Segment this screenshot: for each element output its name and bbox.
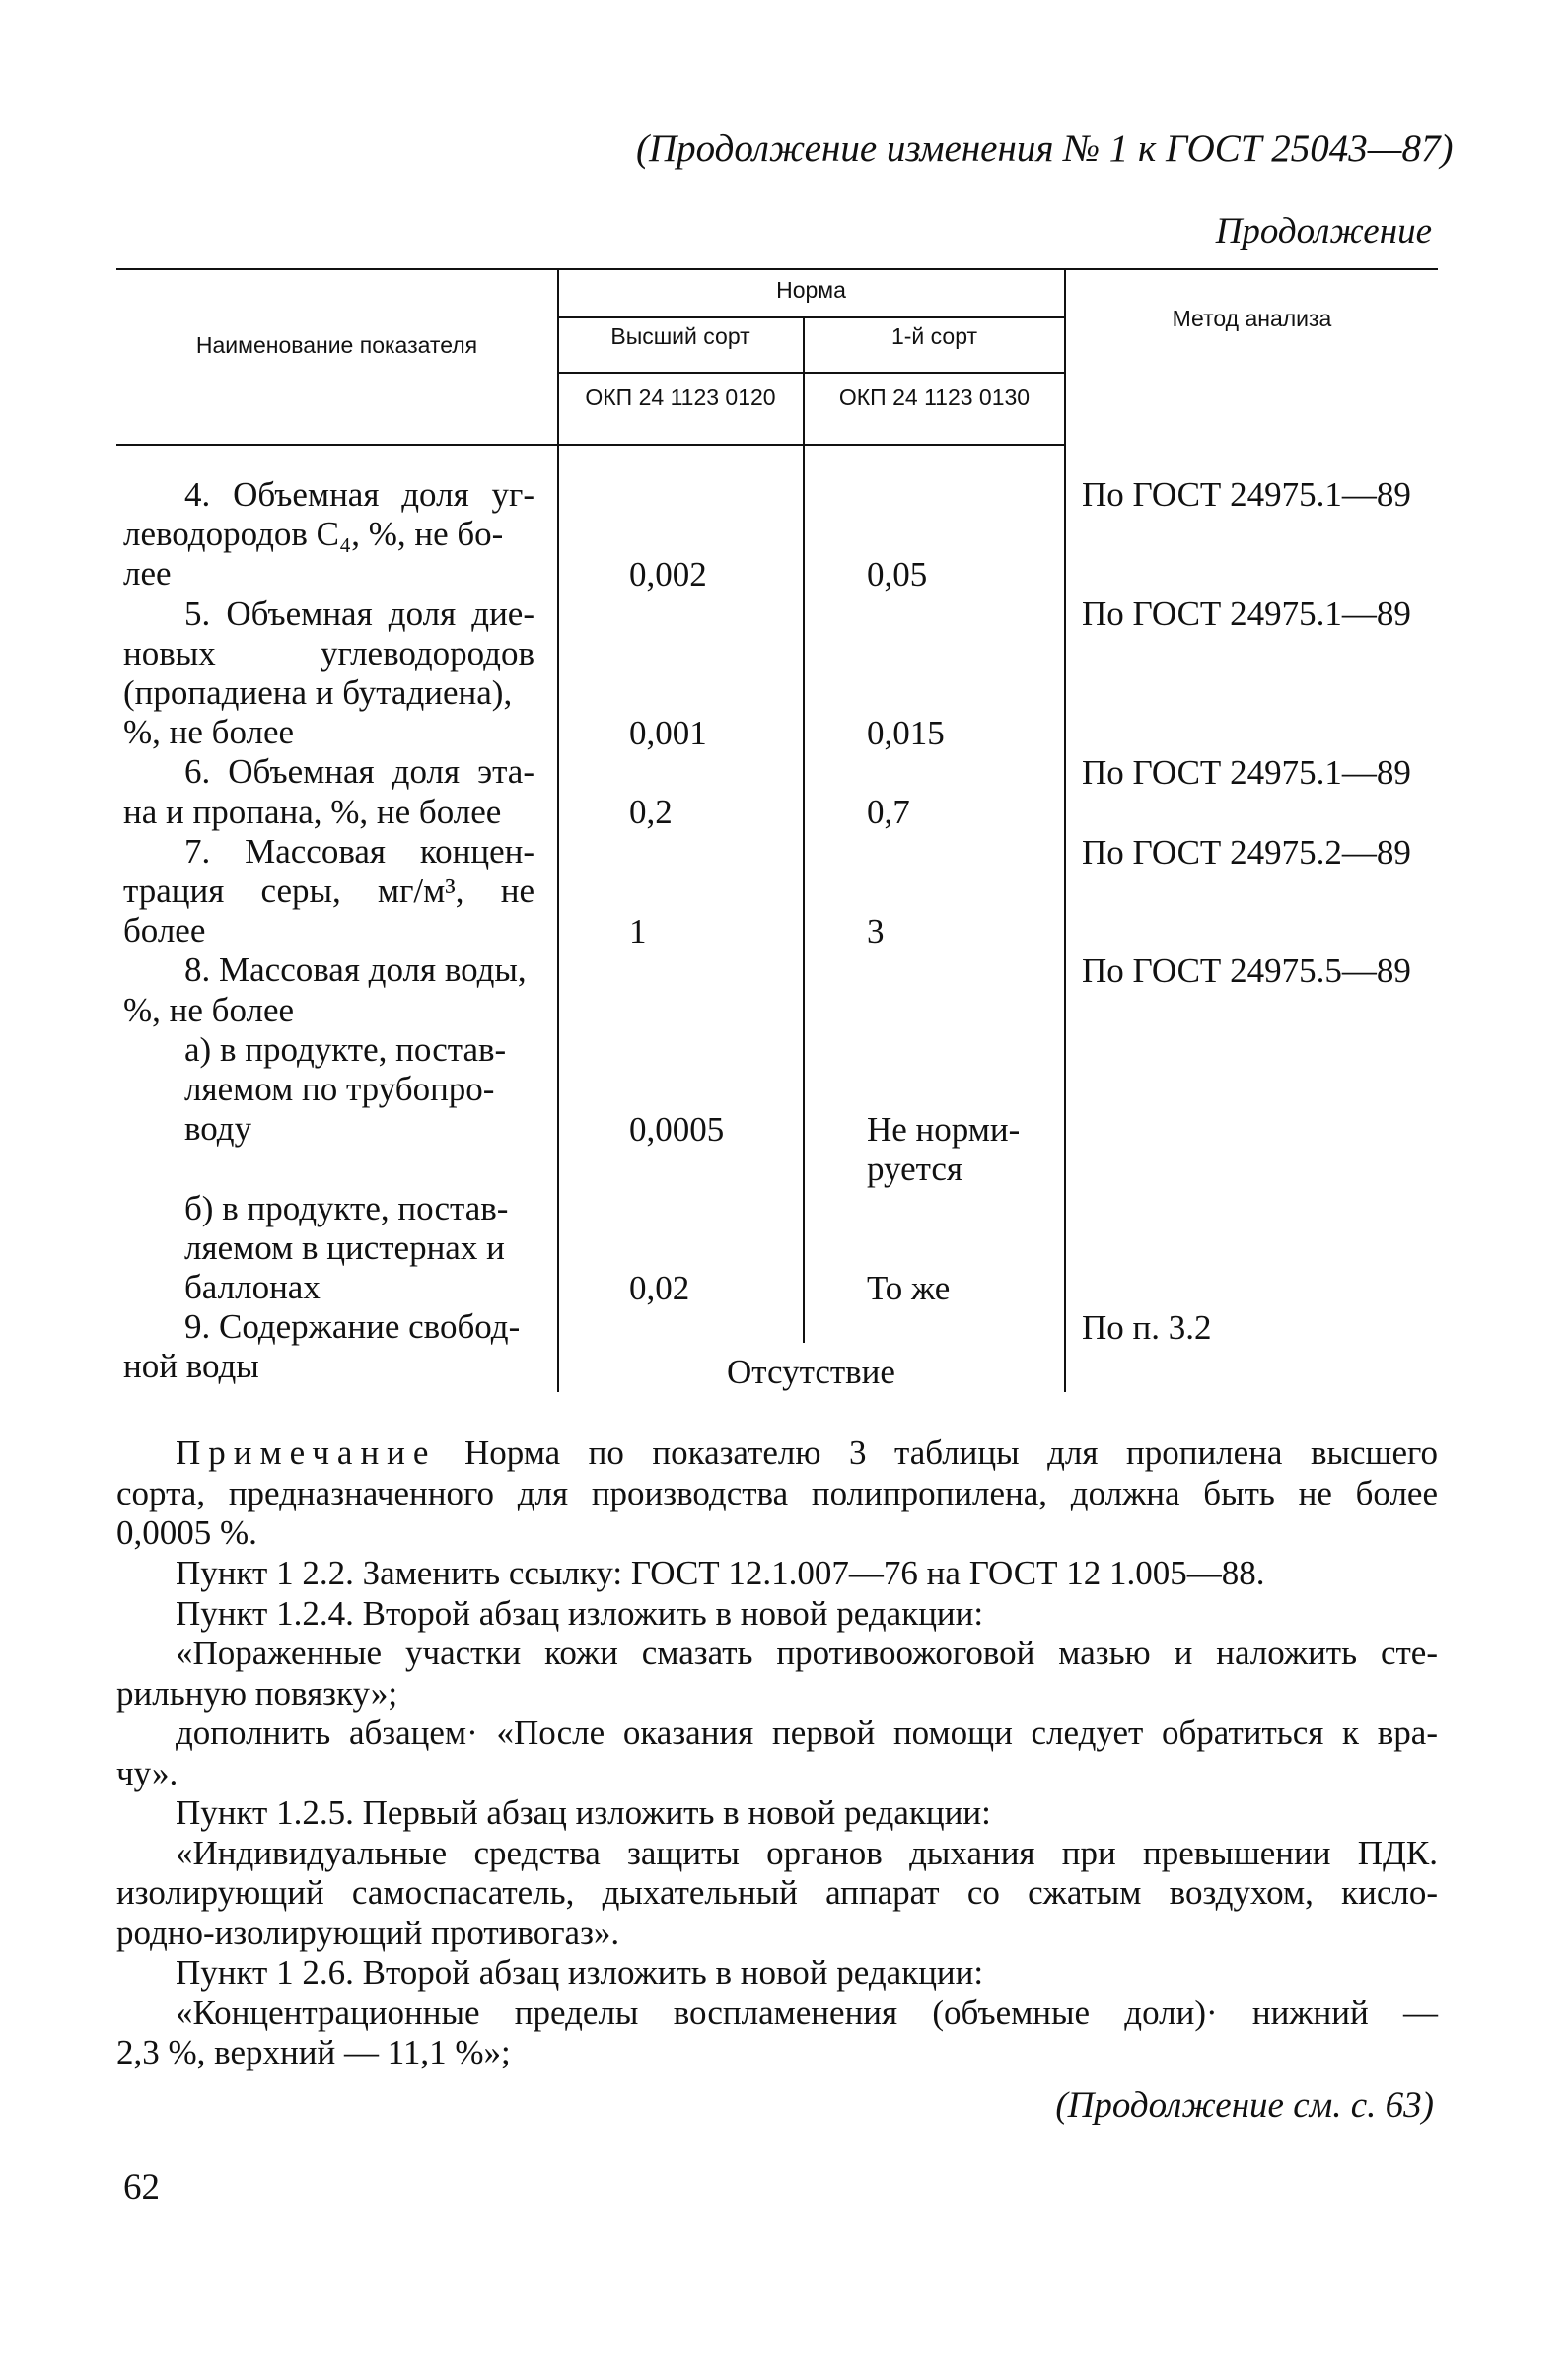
row-7-method: По ГОСТ 24975.2—89 [1082,833,1411,872]
row-7-top-value: 1 [629,912,647,950]
code-subheader-rule [558,372,1065,374]
row-name-line: %, не более [123,713,295,752]
note-line: 0,0005 %. [116,1513,257,1552]
row-name-line: воду [184,1109,252,1149]
row-name-line: лее [123,554,172,594]
row-8a-top-value: 0,0005 [629,1110,725,1149]
amendment-line: 2,3 %, верхний — 11,1 %»; [116,2033,511,2071]
row-8b-top-value: 0,02 [629,1269,690,1307]
amendment-line: Пункт 1.2.4. Второй абзац изложить в новой редакции: [176,1593,984,1633]
footer-continuation: (Продолжение см. с. 63) [1055,2085,1434,2126]
amendment-line: родно-изолирующий противогаз». [116,1913,620,1952]
row-8a-first-value [867,1110,1020,1189]
row-6-method: По ГОСТ 24975.1—89 [1082,753,1411,792]
row-name-line: на и пропана, %, не более [123,792,502,831]
row-name-line: трация серы, мг/м³, не [123,872,534,911]
col-rule-2 [803,316,805,1343]
table-top-rule [116,268,1438,270]
row-6-top-value: 0,2 [629,793,673,831]
row-name-line: 4. Объемная доля уг- [184,475,534,514]
amendment-line: Пункт 1 2.6. Второй абзац изложить в новой редакции: [176,1953,984,1992]
row-name-line: новых углеводородов [123,633,534,672]
row-6-first-value: 0,7 [867,793,910,831]
amendment-line: Пункт 1 2.2. Заменить ссылку: ГОСТ 12.1.007—76 на ГОСТ 12 1.005—88. [176,1554,1265,1592]
row-name-line: (пропадиена и бутадиена), [123,673,513,713]
row-name-line: 5. Объемная доля дие- [184,594,534,633]
row-8-method: По ГОСТ 24975.5—89 [1082,951,1411,990]
row-8a-first-line: Не норми- [867,1110,1021,1149]
col-rule-1 [557,268,559,1392]
note-text: Норма по показателю 3 таблицы для пропилена высшего [463,1434,1438,1472]
row-4-first-value: 0,05 [867,555,928,594]
row-5-top-value: 0,001 [629,714,707,752]
row-name-line: ляемом по трубопро- [184,1070,495,1109]
amendment-line: изолирующий самоспасатель, дыхательный аппарат со сжатым воздухом, кисло- [116,1873,1438,1912]
row-5-first-value: 0,015 [867,714,945,752]
row-name-line: более [123,911,206,950]
row-9-merged-value: Отсутствие [727,1353,895,1391]
norm-subheader-rule [558,316,1065,318]
amendment-line: рильную повязку»; [116,1673,398,1713]
note-paragraph [116,1434,1438,1554]
amendment-line: дополнить абзацем· «После оказания первой помощи следует обратиться к вра- [176,1714,1438,1752]
row-8a-first-line: руется [867,1150,962,1189]
row-name-line: ной воды [123,1347,259,1386]
running-header: (Продолжение изменения № 1 к ГОСТ 25043—87) [636,127,1454,170]
row-name-line: леводородов C₄, %, не бо- [123,515,504,554]
row-7-first-value: 3 [867,912,885,950]
header-top-grade-code: ОКП 24 1123 0120 [585,385,776,410]
amendment-line: «Индивидуальные средства защиты органов дыхания при превышении ПДК. [176,1833,1438,1872]
row-name-line: 9. Содержание свобод- [184,1307,521,1347]
row-name-line: баллонах [184,1268,321,1307]
amendment-line: Пункт 1.2.5. Первый абзац изложить в новой редакции: [176,1793,991,1832]
amendment-line: «Концентрационные пределы воспламенения (объемные доли)· нижний — [176,1993,1438,2032]
row-name-line: 6. Объемная доля эта- [184,752,534,792]
header-first-grade-code: ОКП 24 1123 0130 [838,385,1031,410]
page-number: 62 [123,2167,160,2207]
note-line: сорта, предназначенного для производства полипропилена, должна быть не более [116,1473,1438,1512]
row-5-method: По ГОСТ 24975.1—89 [1082,595,1411,633]
row-name-line: 7. Массовая концен- [184,831,534,871]
row-name-line: а) в продукте, постав- [184,1029,507,1069]
header-norm: Норма [776,277,846,303]
row-4-method: По ГОСТ 24975.1—89 [1082,475,1411,514]
row-9-method: По п. 3.2 [1082,1308,1212,1347]
note-label: Примечание [176,1434,437,1472]
header-analysis-method: Метод анализа [1172,306,1332,331]
row-name-line: %, не более [123,990,295,1029]
col-rule-3 [1064,268,1066,1392]
table-continuation-label: Продолжение [1215,211,1432,251]
row-name-line: б) в продукте, постав- [184,1188,509,1227]
header-indicator-name: Наименование показателя [195,332,478,358]
header-first-grade: 1-й сорт [890,323,978,349]
header-top-grade: Высший сорт [610,323,750,349]
table-row [123,475,534,1387]
row-name-line: 8. Массовая доля воды, [184,950,527,990]
amendment-text [116,1554,1438,2073]
amendment-line: «Пораженные участки кожи смазать противоожоговой мазью и наложить сте- [176,1634,1438,1672]
row-name-line: ляемом в цистернах и [184,1227,505,1267]
row-8b-first-value: То же [867,1269,951,1307]
amendment-line: чу». [116,1753,178,1792]
row-4-top-value: 0,002 [629,555,707,594]
header-bottom-rule [116,444,1065,446]
